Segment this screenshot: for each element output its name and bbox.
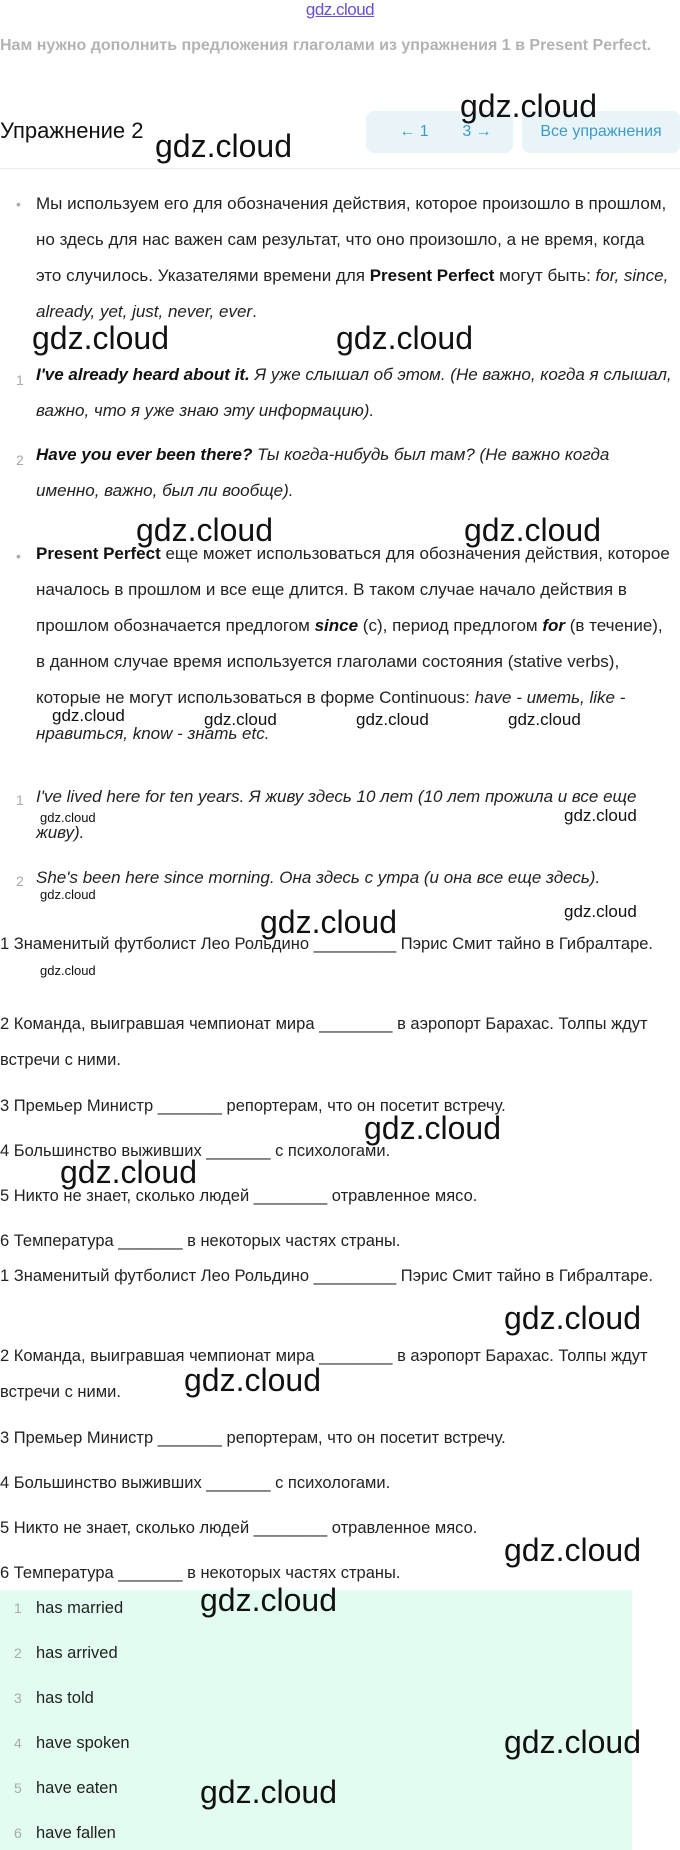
watermark: gdz.cloud — [336, 320, 473, 356]
watermark: gdz.cloud — [40, 887, 96, 902]
answer-item: 6 have fallen — [14, 1824, 116, 1842]
task-sentence: 5 Никто не знает, сколько людей ________ отравленное мясо. — [0, 1187, 478, 1205]
intro-text: Нам нужно дополнить предложения глаголами из упражнения 1 в Present Perfect. — [0, 37, 652, 54]
watermark: gdz.cloud — [184, 1362, 321, 1398]
all-exercises-button[interactable]: Все упражнения — [522, 111, 680, 153]
example-1: I've already heard about it. Я уже слышал об этом. (Не важно, когда я слышал, важно, что я уже знаю эту информацию). — [36, 365, 672, 420]
next-exercise-button[interactable]: 3 → — [441, 111, 513, 153]
answer-item: 4 have spoken — [14, 1734, 130, 1752]
divider — [0, 168, 680, 169]
example-4: She's been here since morning. Она здесь с утра (и она все еще здесь). — [36, 868, 601, 887]
watermark: gdz.cloud — [52, 706, 125, 725]
watermark: gdz.cloud — [364, 1110, 501, 1146]
task-sentence: 4 Большинство выживших _______ с психологами. — [0, 1142, 391, 1160]
watermark: gdz.cloud — [32, 320, 169, 356]
task-sentence: 4 Большинство выживших _______ с психологами. — [0, 1474, 391, 1492]
watermark: gdz.cloud — [200, 1774, 337, 1810]
task-sentence: 1 Знаменитый футболист Лео Рольдино _________ Пэрис Смит тайно в Гибралтаре. — [0, 935, 654, 953]
watermark: gdz.cloud — [40, 810, 96, 825]
example-number: 2 — [16, 452, 24, 468]
task-sentence: 3 Премьер Министр _______ репортерам, что он посетит встречу. — [0, 1429, 506, 1447]
watermark: gdz.cloud — [136, 512, 273, 548]
watermark: gdz.cloud — [40, 963, 96, 978]
task-sentence: 5 Никто не знает, сколько людей ________ отравленное мясо. — [0, 1519, 478, 1537]
watermark: gdz.cloud — [60, 1154, 197, 1190]
task-sentence: 6 Температура _______ в некоторых частях страны. — [0, 1564, 401, 1582]
task-sentence: 2 Команда, выигравшая чемпионат мира ________ в аэропорт Барахас. Толпы ждут встречи с ними. — [0, 1015, 648, 1069]
answers-panel — [0, 1590, 632, 1850]
prev-exercise-button[interactable]: ← 1 — [366, 111, 462, 153]
watermark: gdz.cloud — [564, 806, 637, 825]
watermark: gdz.cloud — [460, 88, 597, 124]
watermark: gdz.cloud — [200, 1582, 337, 1618]
watermark: gdz.cloud — [504, 1532, 641, 1568]
watermark: gdz.cloud — [508, 710, 581, 729]
answer-item: 3 has told — [14, 1689, 94, 1707]
site-logo[interactable]: gdz.cloud — [305, 0, 375, 19]
watermark: gdz.cloud — [504, 1724, 641, 1760]
example-number: 2 — [16, 873, 24, 889]
theory-paragraph-1: Мы используем его для обозначения действия, которое произошло в прошлом, но здесь для нас важен сам результат, что оно произошло, а не время, когда это случилось. Указателями времени для Present Perfect могут быть: for, since, already, yet, just, never, ever. — [36, 194, 669, 321]
answer-item: 2 has arrived — [14, 1644, 118, 1662]
watermark: gdz.cloud — [260, 904, 397, 940]
exercise-title: Упражнение 2 — [0, 118, 144, 143]
example-2: Have you ever been there? Ты когда-нибудь был там? (Не важно когда именно, важно, был ли вообще). — [36, 445, 610, 500]
answer-item: 1 has married — [14, 1599, 124, 1617]
example-3: I've lived here for ten years. Я живу здесь 10 лет (10 лет прожила и все еще живу). — [36, 787, 637, 842]
watermark: gdz.cloud — [464, 512, 601, 548]
example-number: 1 — [16, 372, 24, 388]
task-sentence: 1 Знаменитый футболист Лео Рольдино _________ Пэрис Смит тайно в Гибралтаре. — [0, 1267, 654, 1285]
task-sentence: 6 Температура _______ в некоторых частях страны. — [0, 1232, 401, 1250]
bullet-icon: • — [16, 196, 21, 212]
answer-item: 5 have eaten — [14, 1779, 118, 1797]
watermark: gdz.cloud — [504, 1300, 641, 1336]
watermark: gdz.cloud — [155, 128, 292, 164]
watermark: gdz.cloud — [204, 710, 277, 729]
theory-paragraph-2: Present Perfect еще может использоваться для обозначения действия, которое началось в прошлом и все еще длится. В таком случае начало действия в прошлом обозначается предлогом since (с), период предлогом for (в течение), в данном случае время используется глаголами состояния (stative verbs), которые не могут использоваться в форме Continuous: have - иметь, like - нравиться, know - знать etc. — [36, 544, 670, 743]
bullet-icon: • — [16, 548, 21, 564]
watermark: gdz.cloud — [564, 902, 637, 921]
watermark: gdz.cloud — [356, 710, 429, 729]
task-sentence: 3 Премьер Министр _______ репортерам, что он посетит встречу. — [0, 1097, 506, 1115]
task-sentence: 2 Команда, выигравшая чемпионат мира ________ в аэропорт Барахас. Толпы ждут встречи с ними. — [0, 1347, 648, 1401]
example-number: 1 — [16, 792, 24, 808]
